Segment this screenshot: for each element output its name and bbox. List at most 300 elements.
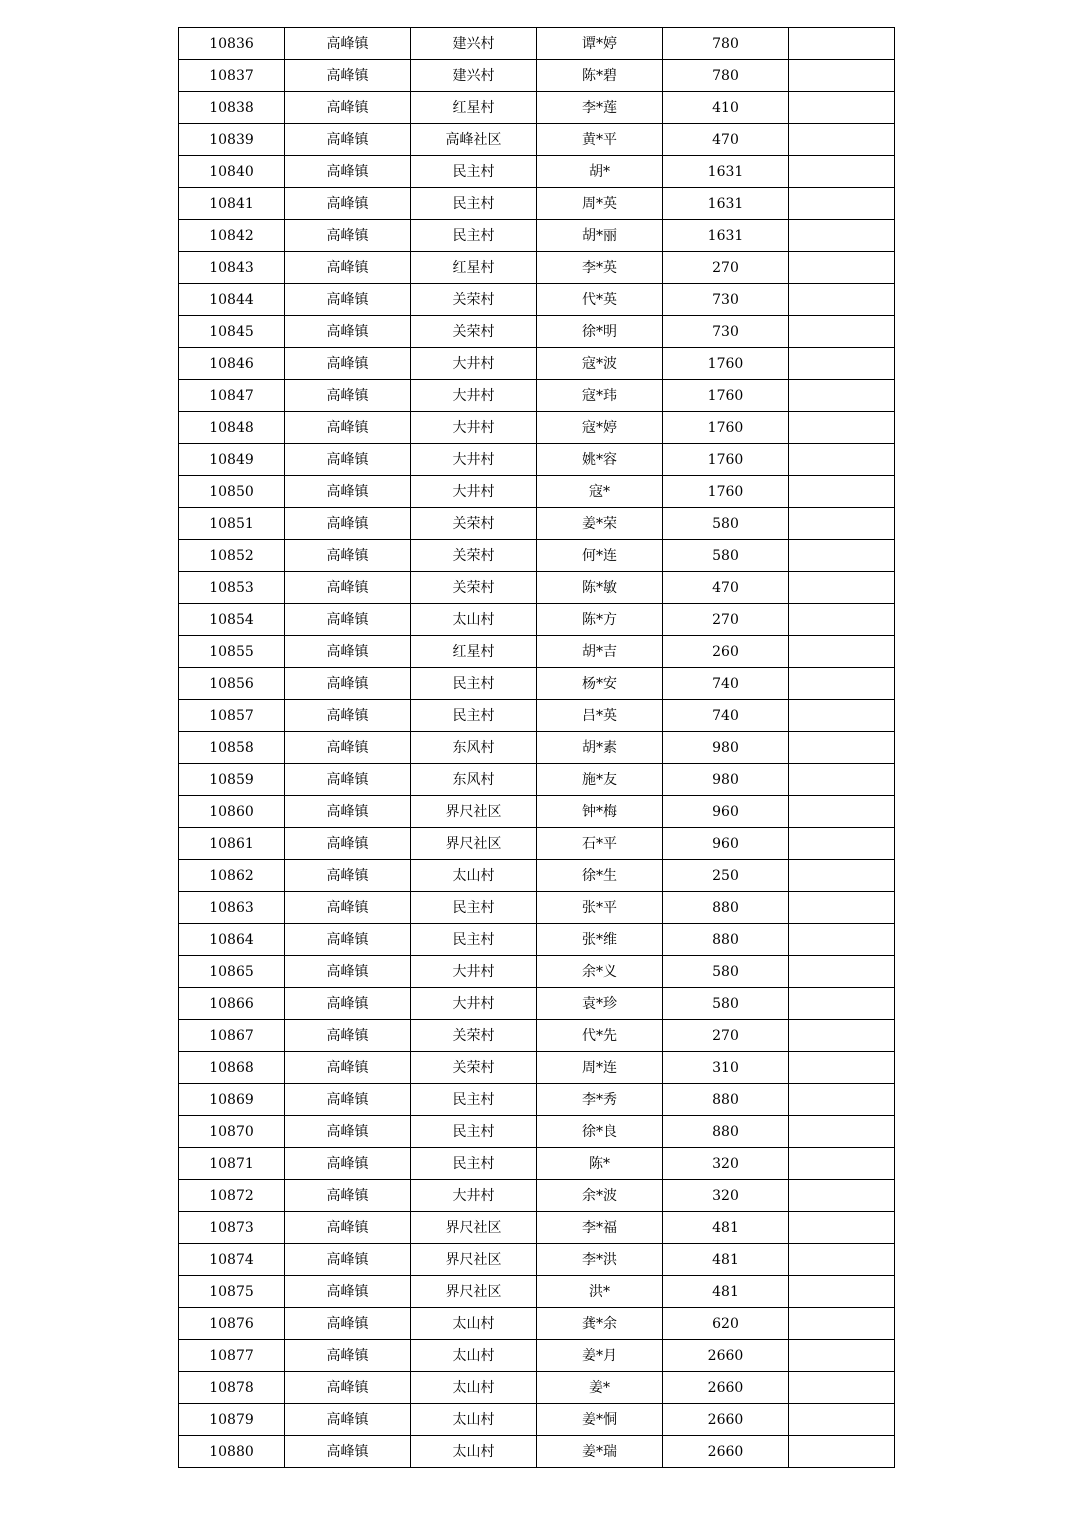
- table-row: [179, 380, 895, 412]
- remarks-cell: [789, 1148, 895, 1180]
- table-row: [179, 1212, 895, 1244]
- table-row: [179, 668, 895, 700]
- amount-cell: 740: [663, 668, 789, 700]
- remarks-cell: [789, 1340, 895, 1372]
- serial-number-cell: 10875: [179, 1276, 285, 1308]
- town-cell: 高峰镇: [285, 924, 411, 956]
- village-cell: 界尺社区: [411, 796, 537, 828]
- town-cell: 高峰镇: [285, 636, 411, 668]
- serial-number-cell: 10845: [179, 316, 285, 348]
- amount-cell: 481: [663, 1244, 789, 1276]
- name-cell: 余*义: [537, 956, 663, 988]
- amount-cell: 1760: [663, 476, 789, 508]
- name-cell: 陈*方: [537, 604, 663, 636]
- town-cell: 高峰镇: [285, 1244, 411, 1276]
- serial-number-cell: 10870: [179, 1116, 285, 1148]
- serial-number-cell: 10847: [179, 380, 285, 412]
- remarks-cell: [789, 1212, 895, 1244]
- town-cell: 高峰镇: [285, 444, 411, 476]
- remarks-cell: [789, 1404, 895, 1436]
- remarks-cell: [789, 668, 895, 700]
- name-cell: 石*平: [537, 828, 663, 860]
- table-row: [179, 540, 895, 572]
- table-row: [179, 60, 895, 92]
- amount-cell: 410: [663, 92, 789, 124]
- table-row: [179, 1148, 895, 1180]
- amount-cell: 270: [663, 604, 789, 636]
- serial-number-cell: 10864: [179, 924, 285, 956]
- name-cell: 何*连: [537, 540, 663, 572]
- remarks-cell: [789, 764, 895, 796]
- town-cell: 高峰镇: [285, 892, 411, 924]
- remarks-cell: [789, 1052, 895, 1084]
- village-cell: 民主村: [411, 1084, 537, 1116]
- serial-number-cell: 10871: [179, 1148, 285, 1180]
- serial-number-cell: 10856: [179, 668, 285, 700]
- remarks-cell: [789, 348, 895, 380]
- name-cell: 姜*: [537, 1372, 663, 1404]
- town-cell: 高峰镇: [285, 508, 411, 540]
- town-cell: 高峰镇: [285, 60, 411, 92]
- remarks-cell: [789, 572, 895, 604]
- amount-cell: 2660: [663, 1372, 789, 1404]
- name-cell: 谭*婷: [537, 28, 663, 60]
- amount-cell: 1760: [663, 348, 789, 380]
- town-cell: 高峰镇: [285, 188, 411, 220]
- remarks-cell: [789, 252, 895, 284]
- town-cell: 高峰镇: [285, 284, 411, 316]
- data-table: [178, 27, 895, 1468]
- remarks-cell: [789, 444, 895, 476]
- table-row: [179, 1052, 895, 1084]
- village-cell: 民主村: [411, 220, 537, 252]
- table-row: [179, 828, 895, 860]
- serial-number-cell: 10873: [179, 1212, 285, 1244]
- serial-number-cell: 10849: [179, 444, 285, 476]
- town-cell: 高峰镇: [285, 796, 411, 828]
- serial-number-cell: 10858: [179, 732, 285, 764]
- village-cell: 关荣村: [411, 540, 537, 572]
- remarks-cell: [789, 284, 895, 316]
- remarks-cell: [789, 828, 895, 860]
- amount-cell: 980: [663, 764, 789, 796]
- serial-number-cell: 10843: [179, 252, 285, 284]
- table-row: [179, 1116, 895, 1148]
- serial-number-cell: 10862: [179, 860, 285, 892]
- amount-cell: 270: [663, 1020, 789, 1052]
- amount-cell: 481: [663, 1276, 789, 1308]
- serial-number-cell: 10840: [179, 156, 285, 188]
- serial-number-cell: 10872: [179, 1180, 285, 1212]
- name-cell: 徐*生: [537, 860, 663, 892]
- village-cell: 大井村: [411, 380, 537, 412]
- name-cell: 余*波: [537, 1180, 663, 1212]
- table-row: [179, 796, 895, 828]
- amount-cell: 580: [663, 508, 789, 540]
- table-row: [179, 860, 895, 892]
- serial-number-cell: 10878: [179, 1372, 285, 1404]
- name-cell: 洪*: [537, 1276, 663, 1308]
- amount-cell: 580: [663, 540, 789, 572]
- town-cell: 高峰镇: [285, 668, 411, 700]
- serial-number-cell: 10863: [179, 892, 285, 924]
- town-cell: 高峰镇: [285, 1308, 411, 1340]
- table-row: [179, 220, 895, 252]
- amount-cell: 580: [663, 988, 789, 1020]
- name-cell: 张*维: [537, 924, 663, 956]
- serial-number-cell: 10861: [179, 828, 285, 860]
- remarks-cell: [789, 1276, 895, 1308]
- table-row: [179, 1276, 895, 1308]
- amount-cell: 730: [663, 316, 789, 348]
- table-row: [179, 732, 895, 764]
- table-row: [179, 1340, 895, 1372]
- town-cell: 高峰镇: [285, 1404, 411, 1436]
- serial-number-cell: 10837: [179, 60, 285, 92]
- name-cell: 钟*梅: [537, 796, 663, 828]
- table-row: [179, 412, 895, 444]
- village-cell: 东风村: [411, 764, 537, 796]
- town-cell: 高峰镇: [285, 156, 411, 188]
- town-cell: 高峰镇: [285, 1020, 411, 1052]
- name-cell: 寇*: [537, 476, 663, 508]
- table-row: [179, 764, 895, 796]
- remarks-cell: [789, 1084, 895, 1116]
- table-row: [179, 188, 895, 220]
- table-row: [179, 156, 895, 188]
- remarks-cell: [789, 956, 895, 988]
- village-cell: 太山村: [411, 604, 537, 636]
- serial-number-cell: 10854: [179, 604, 285, 636]
- village-cell: 大井村: [411, 476, 537, 508]
- amount-cell: 310: [663, 1052, 789, 1084]
- town-cell: 高峰镇: [285, 252, 411, 284]
- serial-number-cell: 10867: [179, 1020, 285, 1052]
- amount-cell: 780: [663, 60, 789, 92]
- name-cell: 寇*婷: [537, 412, 663, 444]
- table-row: [179, 124, 895, 156]
- village-cell: 太山村: [411, 860, 537, 892]
- town-cell: 高峰镇: [285, 572, 411, 604]
- amount-cell: 880: [663, 892, 789, 924]
- serial-number-cell: 10879: [179, 1404, 285, 1436]
- village-cell: 关荣村: [411, 316, 537, 348]
- town-cell: 高峰镇: [285, 700, 411, 732]
- town-cell: 高峰镇: [285, 860, 411, 892]
- town-cell: 高峰镇: [285, 1276, 411, 1308]
- serial-number-cell: 10844: [179, 284, 285, 316]
- name-cell: 胡*素: [537, 732, 663, 764]
- amount-cell: 740: [663, 700, 789, 732]
- serial-number-cell: 10876: [179, 1308, 285, 1340]
- serial-number-cell: 10874: [179, 1244, 285, 1276]
- name-cell: 杨*安: [537, 668, 663, 700]
- village-cell: 红星村: [411, 252, 537, 284]
- table-row: [179, 956, 895, 988]
- remarks-cell: [789, 1116, 895, 1148]
- remarks-cell: [789, 700, 895, 732]
- village-cell: 民主村: [411, 188, 537, 220]
- name-cell: 黄*平: [537, 124, 663, 156]
- town-cell: 高峰镇: [285, 92, 411, 124]
- amount-cell: 880: [663, 924, 789, 956]
- amount-cell: 2660: [663, 1340, 789, 1372]
- town-cell: 高峰镇: [285, 956, 411, 988]
- name-cell: 胡*吉: [537, 636, 663, 668]
- village-cell: 关荣村: [411, 1052, 537, 1084]
- name-cell: 代*英: [537, 284, 663, 316]
- village-cell: 太山村: [411, 1308, 537, 1340]
- name-cell: 徐*良: [537, 1116, 663, 1148]
- amount-cell: 2660: [663, 1436, 789, 1468]
- name-cell: 施*友: [537, 764, 663, 796]
- village-cell: 太山村: [411, 1404, 537, 1436]
- town-cell: 高峰镇: [285, 828, 411, 860]
- amount-cell: 730: [663, 284, 789, 316]
- town-cell: 高峰镇: [285, 1372, 411, 1404]
- village-cell: 太山村: [411, 1436, 537, 1468]
- name-cell: 徐*明: [537, 316, 663, 348]
- remarks-cell: [789, 1308, 895, 1340]
- remarks-cell: [789, 124, 895, 156]
- table-row: [179, 892, 895, 924]
- remarks-cell: [789, 1244, 895, 1276]
- town-cell: 高峰镇: [285, 476, 411, 508]
- table-row: [179, 1084, 895, 1116]
- amount-cell: 260: [663, 636, 789, 668]
- amount-cell: 1631: [663, 188, 789, 220]
- village-cell: 关荣村: [411, 284, 537, 316]
- name-cell: 陈*: [537, 1148, 663, 1180]
- remarks-cell: [789, 156, 895, 188]
- village-cell: 大井村: [411, 988, 537, 1020]
- village-cell: 东风村: [411, 732, 537, 764]
- town-cell: 高峰镇: [285, 28, 411, 60]
- name-cell: 姜*月: [537, 1340, 663, 1372]
- amount-cell: 620: [663, 1308, 789, 1340]
- name-cell: 胡*丽: [537, 220, 663, 252]
- village-cell: 红星村: [411, 636, 537, 668]
- name-cell: 姜*荣: [537, 508, 663, 540]
- name-cell: 李*英: [537, 252, 663, 284]
- amount-cell: 960: [663, 796, 789, 828]
- table-row: [179, 508, 895, 540]
- town-cell: 高峰镇: [285, 348, 411, 380]
- name-cell: 寇*玮: [537, 380, 663, 412]
- town-cell: 高峰镇: [285, 1148, 411, 1180]
- remarks-cell: [789, 28, 895, 60]
- amount-cell: 880: [663, 1116, 789, 1148]
- village-cell: 建兴村: [411, 28, 537, 60]
- serial-number-cell: 10839: [179, 124, 285, 156]
- name-cell: 吕*英: [537, 700, 663, 732]
- table-row: [179, 988, 895, 1020]
- name-cell: 陈*敏: [537, 572, 663, 604]
- name-cell: 姚*容: [537, 444, 663, 476]
- table-row: [179, 444, 895, 476]
- name-cell: 姜*恫: [537, 1404, 663, 1436]
- amount-cell: 580: [663, 956, 789, 988]
- table-row: [179, 700, 895, 732]
- table-row: [179, 252, 895, 284]
- town-cell: 高峰镇: [285, 1436, 411, 1468]
- town-cell: 高峰镇: [285, 124, 411, 156]
- amount-cell: 2660: [663, 1404, 789, 1436]
- remarks-cell: [789, 316, 895, 348]
- town-cell: 高峰镇: [285, 732, 411, 764]
- remarks-cell: [789, 188, 895, 220]
- village-cell: 太山村: [411, 1372, 537, 1404]
- village-cell: 民主村: [411, 1116, 537, 1148]
- village-cell: 关荣村: [411, 508, 537, 540]
- serial-number-cell: 10838: [179, 92, 285, 124]
- town-cell: 高峰镇: [285, 764, 411, 796]
- amount-cell: 320: [663, 1180, 789, 1212]
- serial-number-cell: 10859: [179, 764, 285, 796]
- remarks-cell: [789, 796, 895, 828]
- amount-cell: 270: [663, 252, 789, 284]
- serial-number-cell: 10880: [179, 1436, 285, 1468]
- serial-number-cell: 10868: [179, 1052, 285, 1084]
- village-cell: 建兴村: [411, 60, 537, 92]
- serial-number-cell: 10851: [179, 508, 285, 540]
- town-cell: 高峰镇: [285, 988, 411, 1020]
- town-cell: 高峰镇: [285, 604, 411, 636]
- serial-number-cell: 10846: [179, 348, 285, 380]
- remarks-cell: [789, 636, 895, 668]
- village-cell: 太山村: [411, 1340, 537, 1372]
- amount-cell: 960: [663, 828, 789, 860]
- amount-cell: 1760: [663, 444, 789, 476]
- remarks-cell: [789, 476, 895, 508]
- name-cell: 周*连: [537, 1052, 663, 1084]
- remarks-cell: [789, 540, 895, 572]
- name-cell: 龚*余: [537, 1308, 663, 1340]
- table-row: [179, 604, 895, 636]
- remarks-cell: [789, 1372, 895, 1404]
- name-cell: 周*英: [537, 188, 663, 220]
- name-cell: 胡*: [537, 156, 663, 188]
- serial-number-cell: 10869: [179, 1084, 285, 1116]
- name-cell: 陈*碧: [537, 60, 663, 92]
- amount-cell: 1760: [663, 380, 789, 412]
- table-row: [179, 1404, 895, 1436]
- remarks-cell: [789, 604, 895, 636]
- village-cell: 民主村: [411, 668, 537, 700]
- name-cell: 李*洪: [537, 1244, 663, 1276]
- serial-number-cell: 10853: [179, 572, 285, 604]
- town-cell: 高峰镇: [285, 380, 411, 412]
- village-cell: 大井村: [411, 444, 537, 476]
- serial-number-cell: 10841: [179, 188, 285, 220]
- village-cell: 民主村: [411, 156, 537, 188]
- amount-cell: 1631: [663, 220, 789, 252]
- table-row: [179, 28, 895, 60]
- amount-cell: 980: [663, 732, 789, 764]
- town-cell: 高峰镇: [285, 220, 411, 252]
- table-row: [179, 572, 895, 604]
- remarks-cell: [789, 1180, 895, 1212]
- village-cell: 关荣村: [411, 1020, 537, 1052]
- town-cell: 高峰镇: [285, 412, 411, 444]
- remarks-cell: [789, 1020, 895, 1052]
- town-cell: 高峰镇: [285, 540, 411, 572]
- town-cell: 高峰镇: [285, 1212, 411, 1244]
- amount-cell: 1631: [663, 156, 789, 188]
- town-cell: 高峰镇: [285, 1084, 411, 1116]
- village-cell: 民主村: [411, 700, 537, 732]
- name-cell: 李*秀: [537, 1084, 663, 1116]
- table-row: [179, 1244, 895, 1276]
- serial-number-cell: 10848: [179, 412, 285, 444]
- table-row: [179, 924, 895, 956]
- remarks-cell: [789, 892, 895, 924]
- serial-number-cell: 10865: [179, 956, 285, 988]
- village-cell: 大井村: [411, 348, 537, 380]
- name-cell: 张*平: [537, 892, 663, 924]
- table-row: [179, 348, 895, 380]
- name-cell: 袁*珍: [537, 988, 663, 1020]
- town-cell: 高峰镇: [285, 1116, 411, 1148]
- table-row: [179, 92, 895, 124]
- village-cell: 民主村: [411, 892, 537, 924]
- amount-cell: 1760: [663, 412, 789, 444]
- table-row: [179, 1020, 895, 1052]
- town-cell: 高峰镇: [285, 1180, 411, 1212]
- town-cell: 高峰镇: [285, 1340, 411, 1372]
- table-row: [179, 1372, 895, 1404]
- remarks-cell: [789, 412, 895, 444]
- village-cell: 高峰社区: [411, 124, 537, 156]
- village-cell: 关荣村: [411, 572, 537, 604]
- name-cell: 姜*瑞: [537, 1436, 663, 1468]
- serial-number-cell: 10850: [179, 476, 285, 508]
- remarks-cell: [789, 988, 895, 1020]
- table-row: [179, 1308, 895, 1340]
- amount-cell: 470: [663, 572, 789, 604]
- remarks-cell: [789, 924, 895, 956]
- amount-cell: 320: [663, 1148, 789, 1180]
- village-cell: 红星村: [411, 92, 537, 124]
- serial-number-cell: 10860: [179, 796, 285, 828]
- remarks-cell: [789, 380, 895, 412]
- town-cell: 高峰镇: [285, 1052, 411, 1084]
- village-cell: 界尺社区: [411, 1212, 537, 1244]
- serial-number-cell: 10852: [179, 540, 285, 572]
- amount-cell: 481: [663, 1212, 789, 1244]
- name-cell: 李*福: [537, 1212, 663, 1244]
- amount-cell: 880: [663, 1084, 789, 1116]
- remarks-cell: [789, 60, 895, 92]
- village-cell: 大井村: [411, 1180, 537, 1212]
- name-cell: 代*先: [537, 1020, 663, 1052]
- village-cell: 界尺社区: [411, 1276, 537, 1308]
- town-cell: 高峰镇: [285, 316, 411, 348]
- table-row: [179, 1180, 895, 1212]
- name-cell: 寇*波: [537, 348, 663, 380]
- village-cell: 民主村: [411, 924, 537, 956]
- serial-number-cell: 10842: [179, 220, 285, 252]
- serial-number-cell: 10877: [179, 1340, 285, 1372]
- village-cell: 界尺社区: [411, 1244, 537, 1276]
- remarks-cell: [789, 732, 895, 764]
- amount-cell: 780: [663, 28, 789, 60]
- remarks-cell: [789, 508, 895, 540]
- table-row: [179, 316, 895, 348]
- village-cell: 界尺社区: [411, 828, 537, 860]
- village-cell: 大井村: [411, 956, 537, 988]
- remarks-cell: [789, 1436, 895, 1468]
